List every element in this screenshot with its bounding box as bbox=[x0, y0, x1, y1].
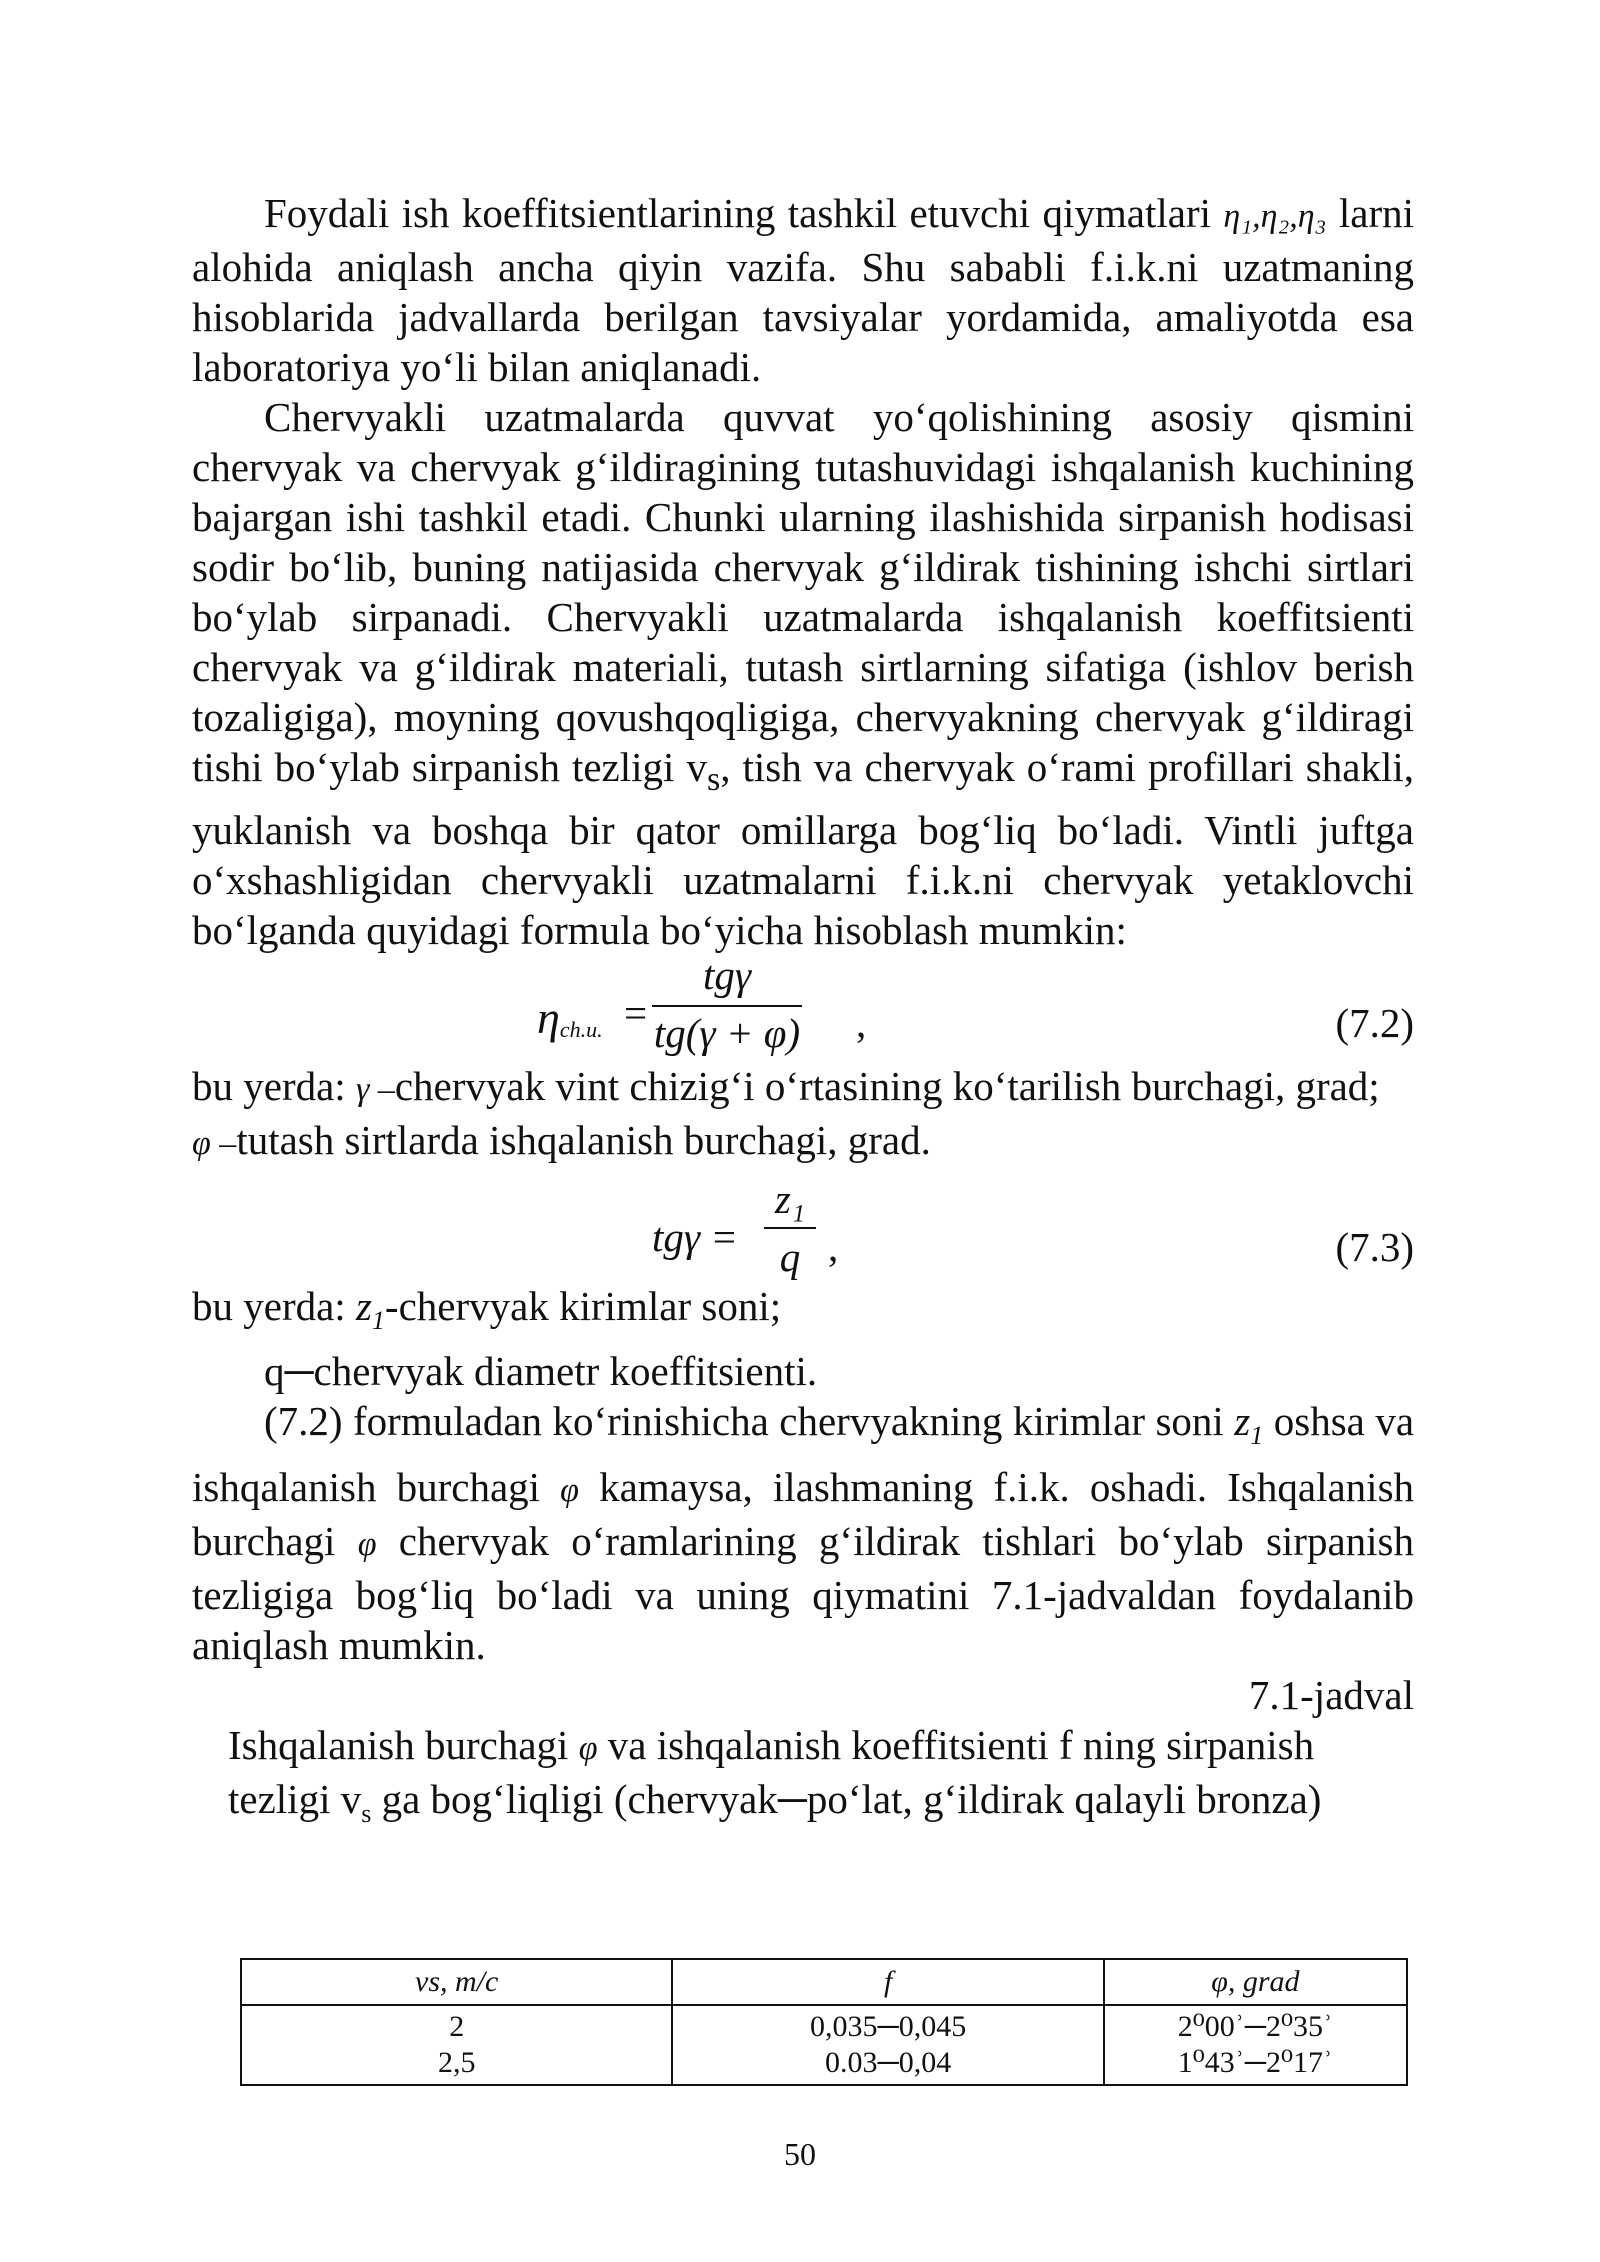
subscript: s bbox=[706, 761, 721, 799]
text: ga bog‘liqligi (chervyak─po‘lat, g‘ildirak qalayli bronza) bbox=[381, 1775, 1322, 1822]
table-cell: 2 bbox=[241, 2005, 672, 2044]
definition-phi bbox=[192, 1115, 1414, 1169]
table-cell: 2,5 bbox=[241, 2044, 672, 2085]
text: , tish va chervyak o‘rami profillari shakli, yuklanish va boshqa bir qator omillarga bog‘liq bo‘ladi. Vintli juftga o‘xshashligidan chervyakli uzatmalarni f.i.k.ni chervyak yetaklovchi bo‘lganda quyidagi formula bo‘yicha hisoblash mumkin: bbox=[192, 744, 1414, 954]
table-cell: 2⁰00ʾ─2⁰35ʾ bbox=[1104, 2005, 1407, 2044]
text: (7.2) formuladan ko‘rinishicha chervyakning kirimlar soni bbox=[264, 1398, 1224, 1445]
text: kamaysa, ilashmaning f.i.k. oshadi. Ishqalanish burchagi bbox=[192, 1463, 1415, 1564]
text: chervyak o‘ramlarining g‘ildirak tishlari bo‘ylab sirpanish tezligiga bog‘liq bo‘ladi va uning qiymatini 7.1-jadvaldan foydalanib aniqlash mumkin. bbox=[192, 1517, 1414, 1668]
page-body bbox=[192, 188, 1414, 1839]
eq-numerator: tgγ bbox=[702, 952, 752, 999]
paragraph-3 bbox=[192, 1396, 1414, 1669]
table-caption-line-1 bbox=[192, 1720, 1414, 1774]
table-row bbox=[241, 2005, 1407, 2044]
text: larni alohida aniqlash ancha qiyin vazifa. Shu sababli f.i.k.ni uzatmaning hisoblarida jadvallarda berilgan tavsiyalar yordamida, amaliyotda esa laboratoriya yo‘li bilan aniqlanadi. bbox=[192, 190, 1415, 390]
phi-symbol: φ – bbox=[192, 1125, 237, 1163]
definition-z1 bbox=[192, 1281, 1414, 1346]
paragraph-1 bbox=[192, 188, 1414, 392]
table-cell: 1⁰43ʾ─2⁰17ʾ bbox=[1104, 2044, 1407, 2085]
text: tutash sirtlarda ishqalanish burchagi, grad. bbox=[236, 1117, 931, 1164]
table-row bbox=[241, 2044, 1407, 2085]
equation-7-2 bbox=[192, 952, 1414, 1057]
paragraph-2 bbox=[192, 392, 1414, 955]
eq-denominator: q bbox=[779, 1234, 801, 1281]
z-symbol: z bbox=[355, 1283, 372, 1330]
eq-denominator: tg(γ + φ) bbox=[653, 1010, 801, 1057]
text: chervyak vint chizig‘i o‘rtasining ko‘tarilish burchagi, grad; bbox=[394, 1063, 1380, 1110]
eq-comma: , bbox=[828, 1224, 839, 1271]
eq-comma: , bbox=[856, 1000, 867, 1047]
equation-7-3 bbox=[192, 1176, 1414, 1281]
table-label: 7.1-jadval bbox=[1248, 1671, 1414, 1718]
gamma-symbol: γ – bbox=[355, 1071, 395, 1109]
table-cell: 0.03─0,04 bbox=[672, 2044, 1103, 2085]
text: bu yerda: bbox=[192, 1063, 346, 1110]
text: Foydali ish koeffitsientlarining tashkil etuvchi qiymatlari bbox=[264, 190, 1212, 236]
eq-lhs: ηch.u. bbox=[537, 992, 603, 1044]
table-header-row bbox=[241, 1959, 1407, 2005]
text: tezligi v bbox=[228, 1775, 362, 1822]
table-header: φ, grad bbox=[1104, 1959, 1407, 2005]
subscript: 1 bbox=[1250, 1421, 1264, 1451]
phi-symbol: φ bbox=[578, 1729, 598, 1767]
phi-symbol: φ bbox=[357, 1525, 377, 1563]
eq-lhs: tgγ = bbox=[652, 1214, 738, 1261]
text: oshsa va ishqalanish burchagi bbox=[192, 1398, 1415, 1510]
z-symbol: z bbox=[1234, 1398, 1251, 1445]
eq-tag: (7.3) bbox=[1335, 1224, 1414, 1271]
eq-numerator: z₁ bbox=[774, 1176, 806, 1223]
eq-sign: = bbox=[624, 990, 648, 1037]
table-caption-line-2 bbox=[192, 1774, 1414, 1839]
eta-symbols: η₁,η₂,η₃ bbox=[1223, 198, 1327, 235]
text: Ishqalanish burchagi bbox=[228, 1721, 569, 1768]
definition-q: q─chervyak diametr koeffitsienti. bbox=[264, 1348, 818, 1395]
phi-symbol: φ bbox=[560, 1471, 579, 1509]
table-header: vs, m/c bbox=[241, 1959, 672, 2005]
eq-tag: (7.2) bbox=[1335, 1000, 1414, 1047]
text: bu yerda: bbox=[192, 1283, 346, 1330]
text: Chervyakli uzatmalarda quvvat yo‘qolishining asosiy qismini chervyak va chervyak g‘ildiragining tutashuvidagi ishqalanish kuchining bajargan ishi tashkil etadi. Chunki ularning ilashishida sirpanish hodisasi sodir bo‘lib, buning natijasida chervyak g‘ildirak tishining ishchi sirtlari bo‘ylab sirpanadi. Chervyakli uzatmalarda ishqalanish koeffitsienti chervyak va g‘ildirak materiali, tutash sirtlarning sifatiga (ishlov berish tozaligiga), moyning qovushqoqligiga, chervyakning chervyak g‘ildiragi tishi bo‘ylab sirpanish tezligi v bbox=[192, 394, 1414, 790]
subscript: 1 bbox=[371, 1306, 385, 1336]
fraction-bar bbox=[652, 1005, 802, 1007]
page-number: 50 bbox=[784, 2136, 816, 2172]
table-header: f bbox=[672, 1959, 1103, 2005]
text: -chervyak kirimlar soni; bbox=[384, 1283, 782, 1330]
friction-table bbox=[240, 1958, 1408, 2086]
text: va ishqalanish koeffitsienti f ning sirpanish bbox=[607, 1721, 1315, 1768]
table-cell: 0,035─0,045 bbox=[672, 2005, 1103, 2044]
definition-gamma bbox=[192, 1061, 1414, 1115]
fraction-bar bbox=[764, 1227, 816, 1229]
subscript: s bbox=[361, 1798, 372, 1828]
